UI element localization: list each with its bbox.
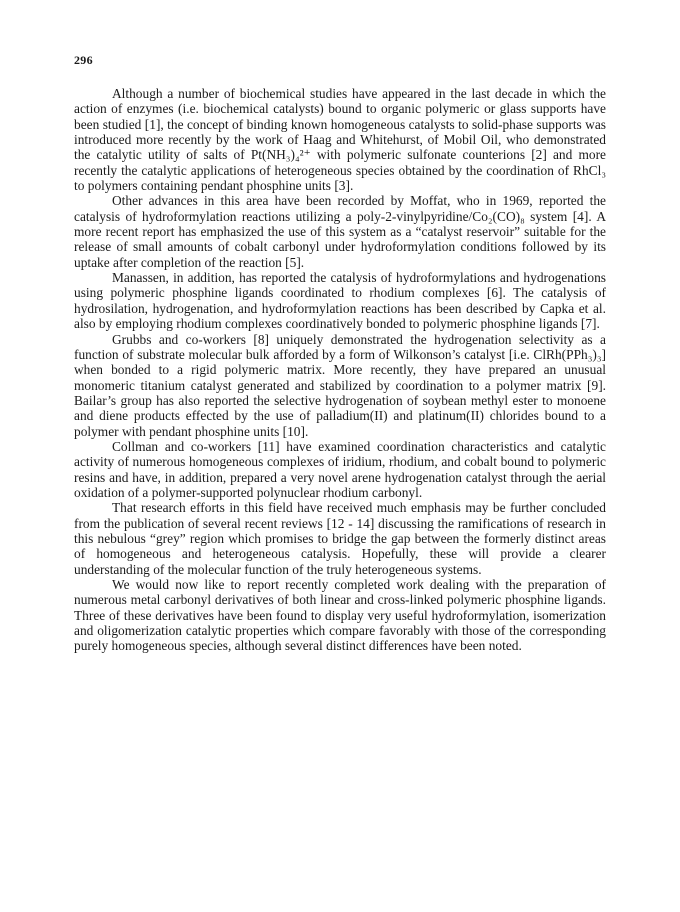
paragraph-collman: Collman and co-workers [11] have examined coordination characteristics and catalytic activity of numerous homogeneous complexes of iridium, rhodium, and cobalt bound to polymeric resins and have, in addition, prepared a very novel arene hydrogenation catalyst through the aerial oxidation of a polymer-supported polynuclear rhodium carbonyl. — [74, 438, 606, 500]
paragraph-reviews: That research efforts in this field have received much emphasis may be further concluded from the publication of several recent reviews [12 - 14] discussing the ramifications of research in this nebulous “grey” region which promises to bridge the gap between the formerly distinct areas of homogeneous and heterogeneous catalysis. Hopefully, these will provide a clearer understanding of the molecular function of the truly heterogeneous systems. — [74, 500, 606, 577]
body-text — [74, 86, 606, 654]
paragraph-grubbs: Grubbs and co-workers [8] uniquely demonstrated the hydrogenation selectivity as a function of substrate molecular bulk afforded by a form of Wilkonson’s catalyst [i.e. ClRh(PPh₃)₃] when bonded to a rigid polymeric matrix. More recently, they have prepared an unusual monomeric titanium catalyst generated and stabilized by coordination to a polymer matrix [9]. Bailar’s group has also reported the selective hydrogenation of soybean methyl ester to monoene and diene products effected by the use of palladium(II) and platinum(II) chlorides bound to a polymer with pendant phosphine units [10]. — [74, 331, 606, 439]
paragraph-moffat: Other advances in this area have been recorded by Moffat, who in 1969, reported the catalysis of hydroformylation reactions utilizing a poly-2-vinylpyridine/Co₂(CO)₈ system [4]. A more recent report has emphasized the use of this system as a “catalyst reservoir” suitable for the release of small amounts of cobalt carbonyl under hydroformylation conditions followed by its uptake after completion of the reaction [5]. — [74, 193, 606, 270]
page-number: 296 — [74, 53, 93, 67]
paragraph-intro: Although a number of biochemical studies have appeared in the last decade in which the action of enzymes (i.e. biochemical catalysts) bound to organic polymeric or glass supports have been studied [1], the concept of binding known homogeneous catalysts to solid-phase supports was introduced more recently by the work of Haag and Whitehurst, of Mobil Oil, who demonstrated the catalytic utility of salts of Pt(NH₃)₄²⁺ with polymeric sulfonate counterions [2] and more recently the catalytic applications of heterogeneous species obtained by the coordination of RhCl₃ to polymers containing pendant phosphine units [3]. — [74, 86, 606, 194]
paragraph-present-work: We would now like to report recently completed work dealing with the preparation of numerous metal carbonyl derivatives of both linear and cross-linked polymeric phosphine ligands. Three of these derivatives have been found to display very useful hydroformylation, isomerization and oligomerization catalytic properties which compare favorably with those of the corresponding purely homogeneous species, although several distinct differences have been noted. — [74, 577, 606, 654]
paragraph-manassen: Manassen, in addition, has reported the catalysis of hydroformylations and hydrogenations using polymeric phosphine ligands coordinated to rhodium complexes [6]. The catalysis of hydrosilation, hydrogenation, and hydroformylation reactions has been described by Capka et al. also by employing rhodium complexes coordinatively bonded to polymeric phosphine ligands [7]. — [74, 270, 606, 332]
